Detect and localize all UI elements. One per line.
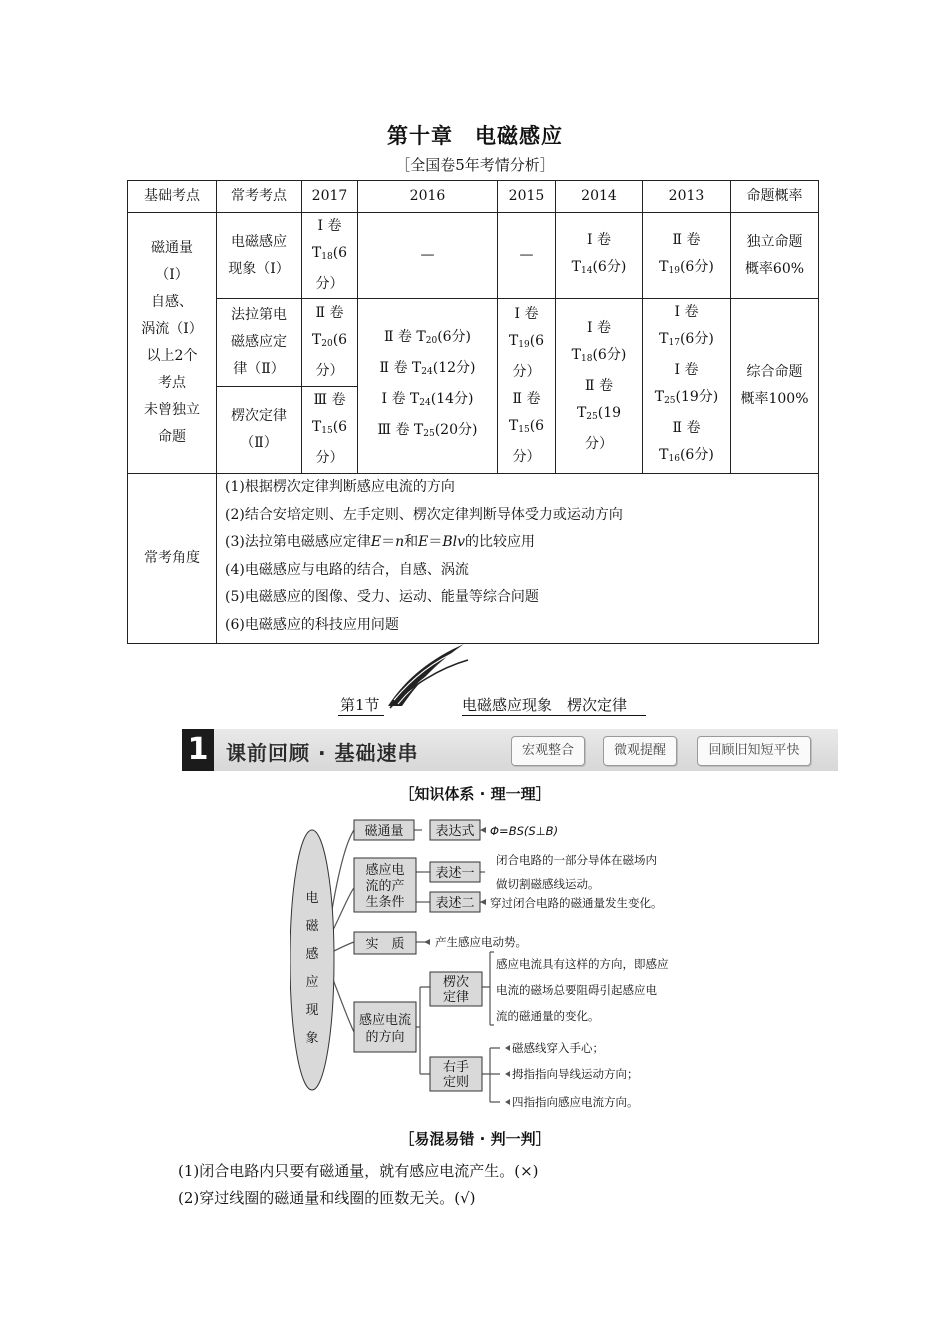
topic-induction: 电磁感应 现象（Ⅰ） [217, 213, 302, 299]
chapter-subtitle: ［全国卷5年考情分析］ [395, 156, 555, 174]
expr-label-box: 表达式 [435, 824, 475, 839]
judge-item-2: (2)穿过线圈的磁通量和线圈的匝数无关。(√) [178, 1189, 476, 1207]
center-char-6: 象 [305, 1031, 319, 1046]
state2-text: 穿过闭合电路的磁通量发生变化。 [490, 896, 663, 910]
lenz-line-1: 楞次 [442, 975, 470, 990]
state2-box: 表述二 [435, 896, 475, 911]
section-name: 电磁感应现象 楞次定律 [462, 696, 628, 714]
rh-text-3: 四指指向感应电流方向。 [512, 1095, 639, 1109]
flux-box: 磁通量 [364, 824, 404, 839]
banner-number: 1 [182, 729, 214, 771]
direction-line-2: 的方向 [365, 1030, 405, 1045]
cell-prob-r1: 独立命题 概率60% [731, 213, 819, 299]
angle-label: 常考角度 [128, 474, 217, 644]
th-2017: 2017 [302, 181, 358, 213]
right-hand-line-2: 定则 [442, 1075, 470, 1090]
th-base: 基础考点 [128, 181, 217, 213]
angle-3: (3)法拉第电磁感应定律E＝n和E＝Blv的比较应用 [225, 534, 536, 550]
center-char-4: 应 [305, 975, 319, 990]
lenz-text-3: 流的磁通量的变化。 [496, 1009, 600, 1023]
angle-list: (1)根据楞次定律判断感应电流的方向 (2)结合安培定则、左手定则、楞次定律判断导体受力或运动方向 (3)法拉第电磁感应定律E＝n和E＝Blv的比较应用 (4)电磁感应与电路的结合，自感、涡流 (5)电磁感应的图像、受力、运动、能量等综合问题 (6)电磁感应的科技应用问题 [217, 474, 819, 644]
topic-faraday: 法拉第电 磁感应定 律（Ⅱ） [217, 299, 302, 387]
rh-text-1: 磁感线穿入手心； [512, 1041, 604, 1055]
macro-button[interactable]: 宏观整合 [511, 736, 585, 766]
state1-text-2: 做切割磁感线运动。 [496, 877, 600, 891]
banner-title: 课前回顾 · 基础速串 [226, 741, 419, 765]
th-2015: 2015 [498, 181, 556, 213]
cell-2017-r3: Ⅲ 卷 $T_{15}(6$ 分） [302, 386, 358, 474]
cell-2017-r2: Ⅱ 卷 $T_{20}(6$ 分） [302, 299, 358, 387]
center-char-3: 感 [305, 947, 319, 962]
micro-button[interactable]: 微观提醒 [603, 736, 677, 766]
state1-text-1: 闭合电路的一部分导体在磁场内 [496, 853, 657, 867]
center-char-1: 电 [305, 891, 319, 906]
rh-text-2: 拇指指向导线运动方向； [512, 1067, 639, 1081]
topic-lenz: 楞次定律 （Ⅱ） [217, 386, 302, 474]
th-2014: 2014 [556, 181, 643, 213]
cell-2015-r1: — [498, 213, 556, 299]
knowledge-diagram [290, 812, 710, 1112]
th-common: 常考考点 [217, 181, 302, 213]
knowledge-heading: ［知识体系 · 理一理］ [399, 785, 551, 803]
cell-2015-r2: Ⅰ 卷 $T_{19}(6$ 分） Ⅱ 卷 $T_{15}(6$ 分） [498, 299, 556, 474]
lenz-text-2: 电流的磁场总要阻碍引起感应电 [496, 983, 657, 997]
cell-2017-r1: Ⅰ 卷 $T_{18}(6$ 分） [302, 213, 358, 299]
right-hand-line-1: 右手 [442, 1060, 470, 1075]
judge-heading: ［易混易错 · 判一判］ [399, 1130, 551, 1148]
th-prob: 命题概率 [731, 181, 819, 213]
swoosh-decoration [380, 640, 470, 712]
essence-box: 实 质 [365, 937, 405, 952]
condition-line-2: 流的产 [365, 879, 405, 894]
center-char-2: 磁 [305, 919, 319, 934]
cell-2013-r2: Ⅰ 卷 $T_{17}(6$分) Ⅰ 卷 $T_{25}(19$分) Ⅱ 卷 $T_{16}(6$分) [643, 299, 731, 474]
judge-item-1: (1)闭合电路内只要有磁通量，就有感应电流产生。(×) [178, 1162, 539, 1180]
condition-line-1: 感应电 [365, 863, 405, 878]
condition-line-3: 生条件 [365, 895, 405, 910]
chapter-title: 第十章 电磁感应 [387, 123, 563, 148]
cell-2016-r1: — [358, 213, 498, 299]
direction-line-1: 感应电流 [358, 1013, 412, 1028]
review-button[interactable]: 回顾旧知短平快 [697, 736, 811, 766]
cell-2013-r1: Ⅱ 卷 $T_{19}(6$分) [643, 213, 731, 299]
cell-prob-r2: 综合命题 概率100% [731, 299, 819, 474]
section-number: 第1节 [340, 696, 380, 714]
exam-analysis-table [127, 180, 819, 644]
cell-2014-r1: Ⅰ 卷 $T_{14}(6$分) [556, 213, 643, 299]
lenz-line-2: 定律 [442, 990, 470, 1005]
lenz-text-1: 感应电流具有这样的方向，即感应 [496, 957, 669, 971]
essence-text: 产生感应电动势。 [435, 935, 527, 949]
cell-2016-r2: Ⅱ 卷 $T_{20}(6$分) Ⅱ 卷 $T_{24}(12$分) Ⅰ 卷 $T_{24}(14$分) Ⅲ 卷 $T_{25}(20$分) [358, 299, 498, 474]
flux-expression: Φ=BS(S⊥B) [490, 824, 559, 838]
th-2013: 2013 [643, 181, 731, 213]
th-2016: 2016 [358, 181, 498, 213]
base-point-cell: 磁通量 （Ⅰ） 自感、 涡流（Ⅰ） 以上2个 考点 未曾独立 命题 [128, 213, 217, 474]
state1-box: 表述一 [435, 866, 475, 881]
cell-2014-r2: Ⅰ 卷 $T_{18}(6$分) Ⅱ 卷 $T_{25}(19$ 分） [556, 299, 643, 474]
center-char-5: 现 [305, 1003, 319, 1018]
